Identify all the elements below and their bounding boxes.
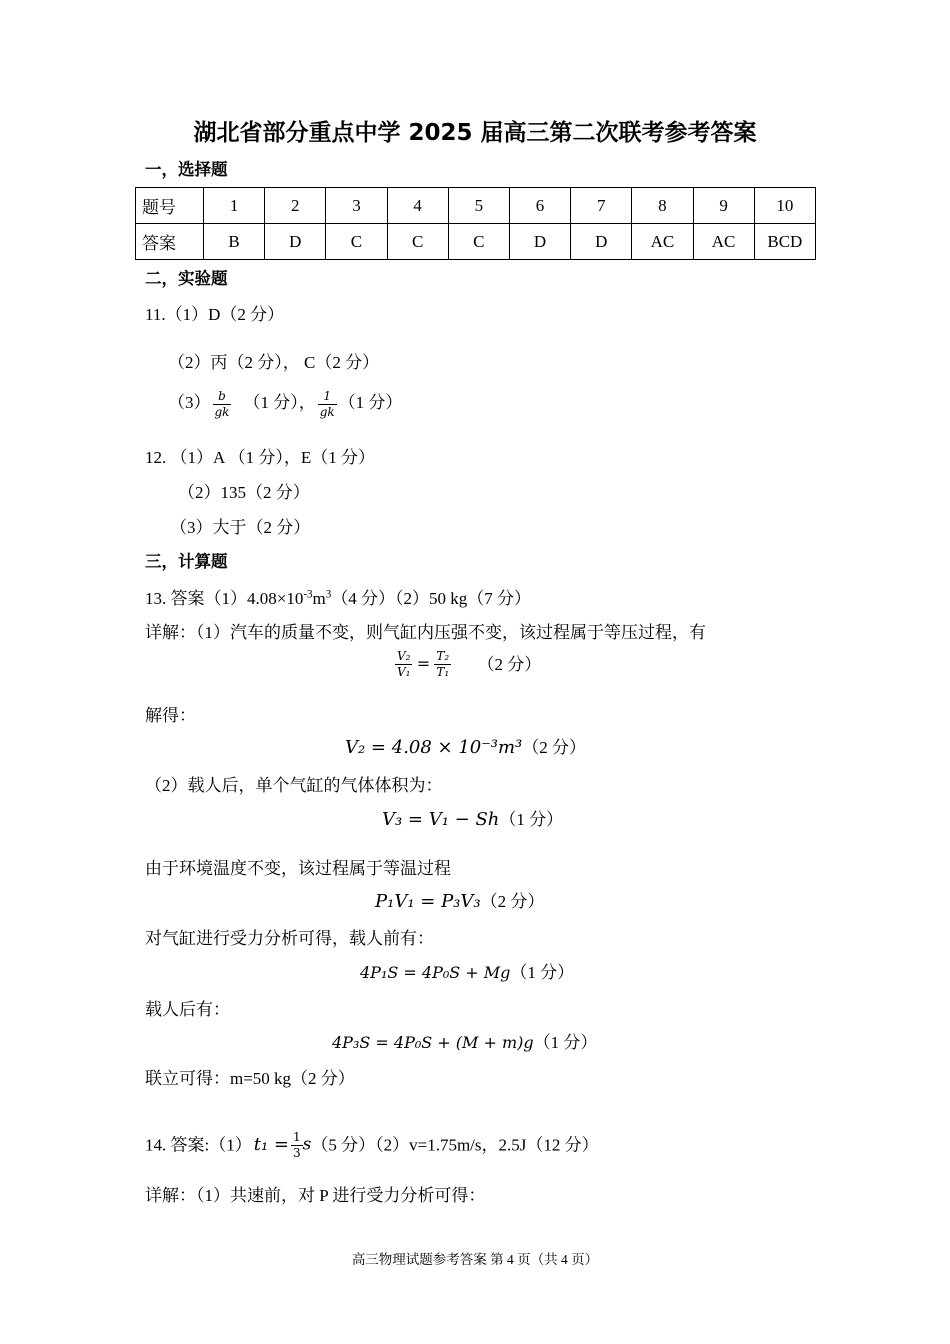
q12-part3: （3）大于（2 分） bbox=[170, 518, 311, 537]
answer-cell: D bbox=[265, 224, 326, 260]
q11-part2: （2）丙（2 分）， C（2 分） bbox=[168, 353, 380, 372]
question-number: 6 bbox=[509, 188, 570, 224]
after-label: 载人后有： bbox=[145, 1000, 230, 1019]
row-label-number: 题号 bbox=[136, 188, 204, 224]
q11-part3-suffix: （1 分） bbox=[338, 393, 403, 412]
answer-cell: C bbox=[448, 224, 509, 260]
equation-v2: V₂ = 4.08 × 10⁻³m³（2 分） bbox=[345, 737, 586, 758]
equation-v3: V₃ = V₁ − Sh（1 分） bbox=[382, 809, 564, 830]
answer-cell: D bbox=[509, 224, 570, 260]
eq1-score: （2 分） bbox=[477, 654, 542, 674]
answer-cell: AC bbox=[632, 224, 693, 260]
question-number: 2 bbox=[265, 188, 326, 224]
answer-cell: C bbox=[326, 224, 387, 260]
answer-table bbox=[135, 187, 816, 260]
combine-result: 联立可得：m=50 kg（2 分） bbox=[145, 1069, 355, 1088]
q13-part2: （2）载人后，单个气缸的气体体积为： bbox=[145, 776, 443, 795]
question-number: 7 bbox=[571, 188, 632, 224]
q11-part3 bbox=[168, 390, 402, 418]
fraction-v2-over-v1: $\frac{\text{V₂}}{\text{V₁}}$ bbox=[397, 649, 411, 679]
fraction-b-over-gk: $\frac{b}{gk}$ bbox=[214, 389, 230, 419]
q13-detail-isobaric: 详解：（1）汽车的质量不变，则气缸内压强不变，该过程属于等压过程，有 bbox=[145, 623, 706, 642]
equation-isothermal: P₁V₁ = P₃V₃（2 分） bbox=[375, 891, 545, 912]
fraction-1-over-gk: $\frac{1}{gk}$ bbox=[319, 389, 335, 419]
q13-answer: 13. 答案$(1)4.08\times 10^{-3}m^3(4$ 分）（2）50 kg（7 分） bbox=[145, 588, 532, 608]
equation-after: 4P₃S = 4P₀S + (M + m)g（1 分） bbox=[332, 1033, 598, 1052]
row-label-answer: 答案 bbox=[136, 224, 204, 260]
question-number: 10 bbox=[754, 188, 815, 224]
question-number: 8 bbox=[632, 188, 693, 224]
q14-answer: 14. 答案:（1） t₁ = $\frac{1}{3}$ s（5 分）（2）v=1.75m/s，2.5J（12 分） bbox=[145, 1130, 599, 1160]
section-heading-choice: 一，选择题 bbox=[145, 160, 228, 179]
isothermal-text: 由于环境温度不变，该过程属于等温过程 bbox=[145, 859, 451, 878]
equation-before: 4P₁S = 4P₀S + Mg（1 分） bbox=[360, 963, 575, 982]
q11-part3-prefix: （3） bbox=[168, 393, 211, 412]
question-number: 5 bbox=[448, 188, 509, 224]
answer-cell: AC bbox=[693, 224, 754, 260]
page-footer: 高三物理试题参考答案 第 4 页（共 4 页） bbox=[351, 1252, 599, 1267]
force-before-text: 对气缸进行受力分析可得，载人前有： bbox=[145, 929, 434, 948]
question-number: 4 bbox=[387, 188, 448, 224]
equation-isobaric bbox=[395, 650, 541, 678]
answer-cell: C bbox=[387, 224, 448, 260]
answer-cell: BCD bbox=[754, 224, 815, 260]
solve-label: 解得： bbox=[145, 706, 196, 725]
q12-part2: （2）135（2 分） bbox=[178, 483, 310, 502]
question-number: 3 bbox=[326, 188, 387, 224]
question-number: 9 bbox=[693, 188, 754, 224]
q12-part1: 12. （1）A （1 分），E（1 分） bbox=[145, 448, 375, 467]
table-row-numbers bbox=[136, 188, 816, 224]
q11-part1: 11.（1）D（2 分） bbox=[145, 305, 285, 324]
q11-part3-mid: （1 分）， bbox=[243, 393, 316, 412]
question-number: 1 bbox=[204, 188, 265, 224]
fraction-one-third: $\frac{1}{3}$ bbox=[293, 1130, 301, 1160]
page-title: 湖北省部分重点中学 2025 届高三第二次联考参考答案 bbox=[193, 120, 757, 146]
answer-cell: B bbox=[204, 224, 265, 260]
section-heading-calculation: 三，计算题 bbox=[145, 552, 228, 571]
table-row-answers bbox=[136, 224, 816, 260]
equals-sign: = bbox=[416, 654, 431, 674]
q14-detail: 详解：（1）共速前，对 P 进行受力分析可得： bbox=[145, 1186, 486, 1205]
fraction-t2-over-t1: $\frac{\text{T₂}}{\text{T₁}}$ bbox=[436, 649, 450, 679]
answer-cell: D bbox=[571, 224, 632, 260]
section-heading-experiment: 二，实验题 bbox=[145, 269, 228, 288]
